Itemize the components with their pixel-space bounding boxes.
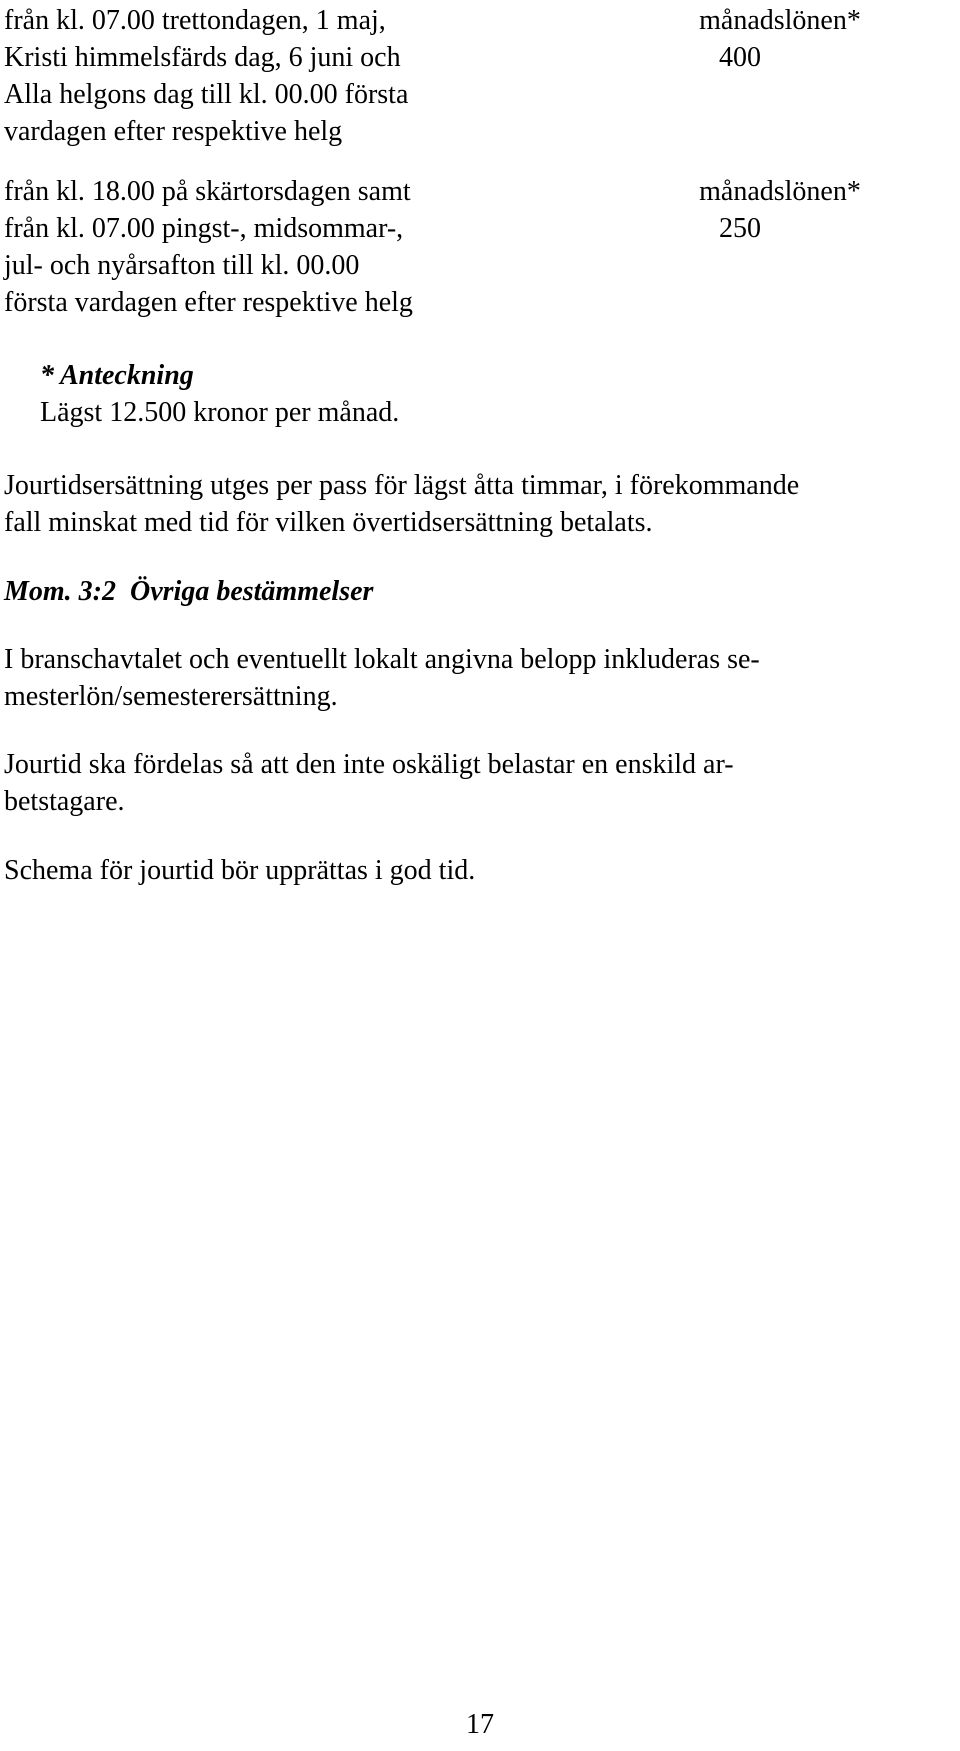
- section-paragraph-2-line-1: Jourtid ska fördelas så att den inte oskäligt belastar en enskild ar-: [4, 749, 734, 780]
- table-row-1-rate-label: månadslönen*: [699, 5, 861, 36]
- jourtid-paragraph-line-2: fall minskat med tid för vilken övertidsersättning betalats.: [4, 507, 653, 538]
- table-row-2-period-line-4: första vardagen efter respektive helg: [4, 287, 413, 318]
- table-row-2-rate-value: 250: [719, 213, 761, 244]
- note-heading: * Anteckning: [40, 360, 194, 391]
- jourtid-paragraph-line-1: Jourtidsersättning utges per pass för lägst åtta timmar, i förekommande: [4, 470, 800, 501]
- table-row-1-period-line-1: från kl. 07.00 trettondagen, 1 maj,: [4, 5, 386, 36]
- table-row-2-rate-label: månadslönen*: [699, 176, 861, 207]
- section-paragraph-1-line-1: I branschavtalet och eventuellt lokalt angivna belopp inkluderas se-: [4, 644, 760, 675]
- table-row-2-period-line-3: jul- och nyårsafton till kl. 00.00: [4, 250, 360, 281]
- table-row-1-period-line-3: Alla helgons dag till kl. 00.00 första: [4, 79, 409, 110]
- table-row-1-rate-value: 400: [719, 42, 761, 73]
- page-number: 17: [466, 1709, 494, 1740]
- section-heading: Mom. 3:2 Övriga bestämmelser: [4, 576, 374, 607]
- table-row-1-period-line-4: vardagen efter respektive helg: [4, 116, 343, 147]
- table-row-2-period-line-1: från kl. 18.00 på skärtorsdagen samt: [4, 176, 411, 207]
- section-paragraph-1-line-2: mesterlön/semesterersättning.: [4, 681, 338, 712]
- table-row-1-period-line-2: Kristi himmelsfärds dag, 6 juni och: [4, 42, 401, 73]
- section-paragraph-3-line-1: Schema för jourtid bör upprättas i god tid.: [4, 855, 476, 886]
- note-text: Lägst 12.500 kronor per månad.: [40, 397, 400, 428]
- table-row-2-period-line-2: från kl. 07.00 pingst-, midsommar-,: [4, 213, 404, 244]
- section-paragraph-2-line-2: betstagare.: [4, 786, 125, 817]
